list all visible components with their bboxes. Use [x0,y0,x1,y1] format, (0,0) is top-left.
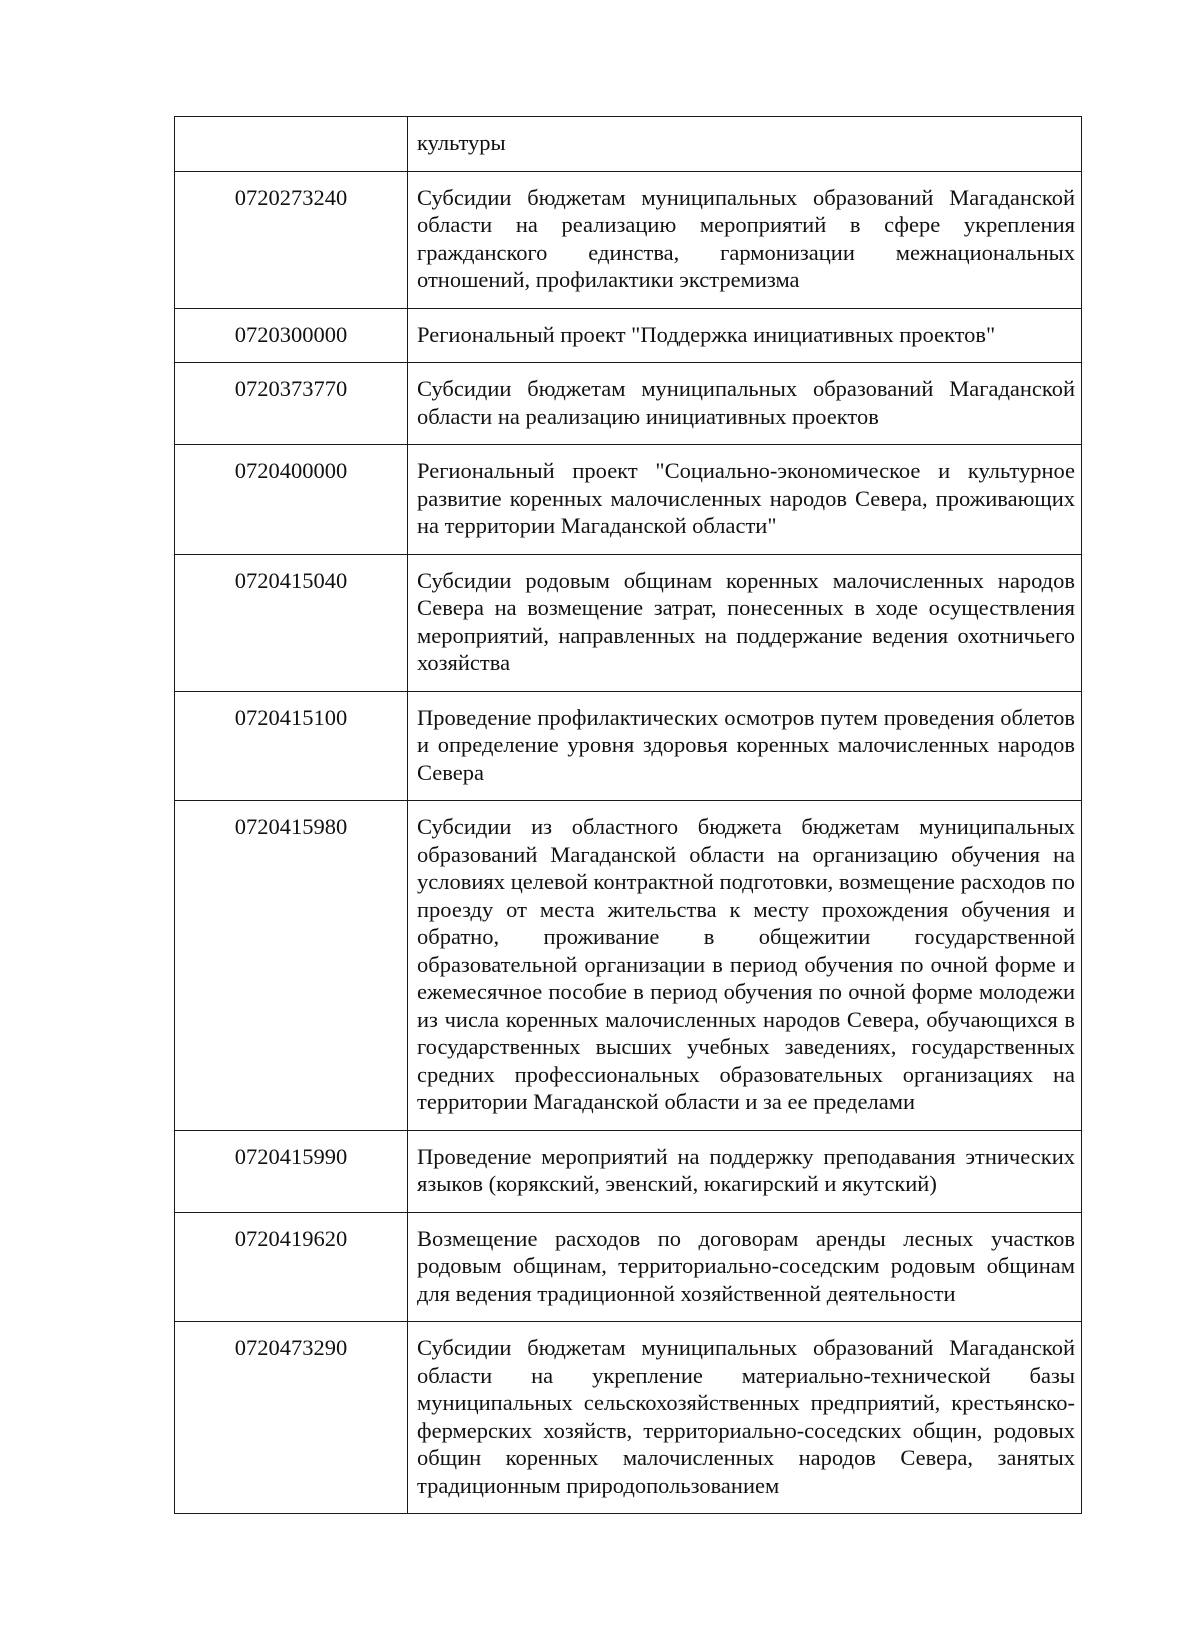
table-row [175,801,1082,1131]
code-cell: 0720373770 [175,363,408,445]
description-cell: Субсидии бюджетам муниципальных образований Магаданской области на укрепление материально-технической базы муниципальных сельскохозяйственных предприятий, крестьянско-фермерских хозяйств, территориально-соседских общин, родовых общин коренных малочисленных народов Севера, занятых традиционным природопользованием [408,1322,1082,1514]
table-row [175,363,1082,445]
table-row [175,308,1082,363]
code-cell: 0720400000 [175,445,408,555]
description-cell: Субсидии бюджетам муниципальных образований Магаданской области на реализацию мероприятий в сфере укрепления гражданского единства, гармонизации межнациональных отношений, профилактики экстремизма [408,171,1082,308]
description-cell: Проведение мероприятий на поддержку преподавания этнических языков (корякский, эвенский, юкагирский и якутский) [408,1130,1082,1212]
table-row [175,445,1082,555]
budget-codes-table [174,116,1082,1514]
description-cell: Субсидии из областного бюджета бюджетам муниципальных образований Магаданской области на организацию обучения на условиях целевой контрактной подготовки, возмещение расходов по проезду от места жительства к месту прохождения обучения и обратно, проживание в общежитии государственной образовательной организации в период обучения по очной форме и ежемесячное пособие в период обучения по очной форме молодежи из числа коренных малочисленных народов Севера, обучающихся в государственных высших учебных заведениях, государственных средних профессиональных образовательных организациях на территории Магаданской области и за ее пределами [408,801,1082,1131]
description-cell: Субсидии бюджетам муниципальных образований Магаданской области на реализацию инициативных проектов [408,363,1082,445]
code-cell: 0720473290 [175,1322,408,1514]
table-row [175,1130,1082,1212]
code-cell: 0720273240 [175,171,408,308]
table-row [175,554,1082,691]
table-row [175,1322,1082,1514]
code-cell: 0720415100 [175,691,408,801]
code-cell: 0720415990 [175,1130,408,1212]
code-cell: 0720419620 [175,1212,408,1322]
code-cell: 0720415980 [175,801,408,1131]
description-cell: Возмещение расходов по договорам аренды лесных участков родовым общинам, территориально-соседским родовым общинам для ведения традиционной хозяйственной деятельности [408,1212,1082,1322]
code-cell: 0720415040 [175,554,408,691]
table-row [175,691,1082,801]
description-cell: Субсидии родовым общинам коренных малочисленных народов Севера на возмещение затрат, понесенных в ходе осуществления мероприятий, направленных на поддержание ведения охотничьего хозяйства [408,554,1082,691]
table-row [175,171,1082,308]
description-cell: Проведение профилактических осмотров путем проведения облетов и определение уровня здоровья коренных малочисленных народов Севера [408,691,1082,801]
table-row [175,1212,1082,1322]
description-cell: культуры [408,117,1082,172]
code-cell: 0720300000 [175,308,408,363]
table-row [175,117,1082,172]
description-cell: Региональный проект "Поддержка инициативных проектов" [408,308,1082,363]
code-cell [175,117,408,172]
description-cell: Региональный проект "Социально-экономическое и культурное развитие коренных малочисленных народов Севера, проживающих на территории Магаданской области" [408,445,1082,555]
